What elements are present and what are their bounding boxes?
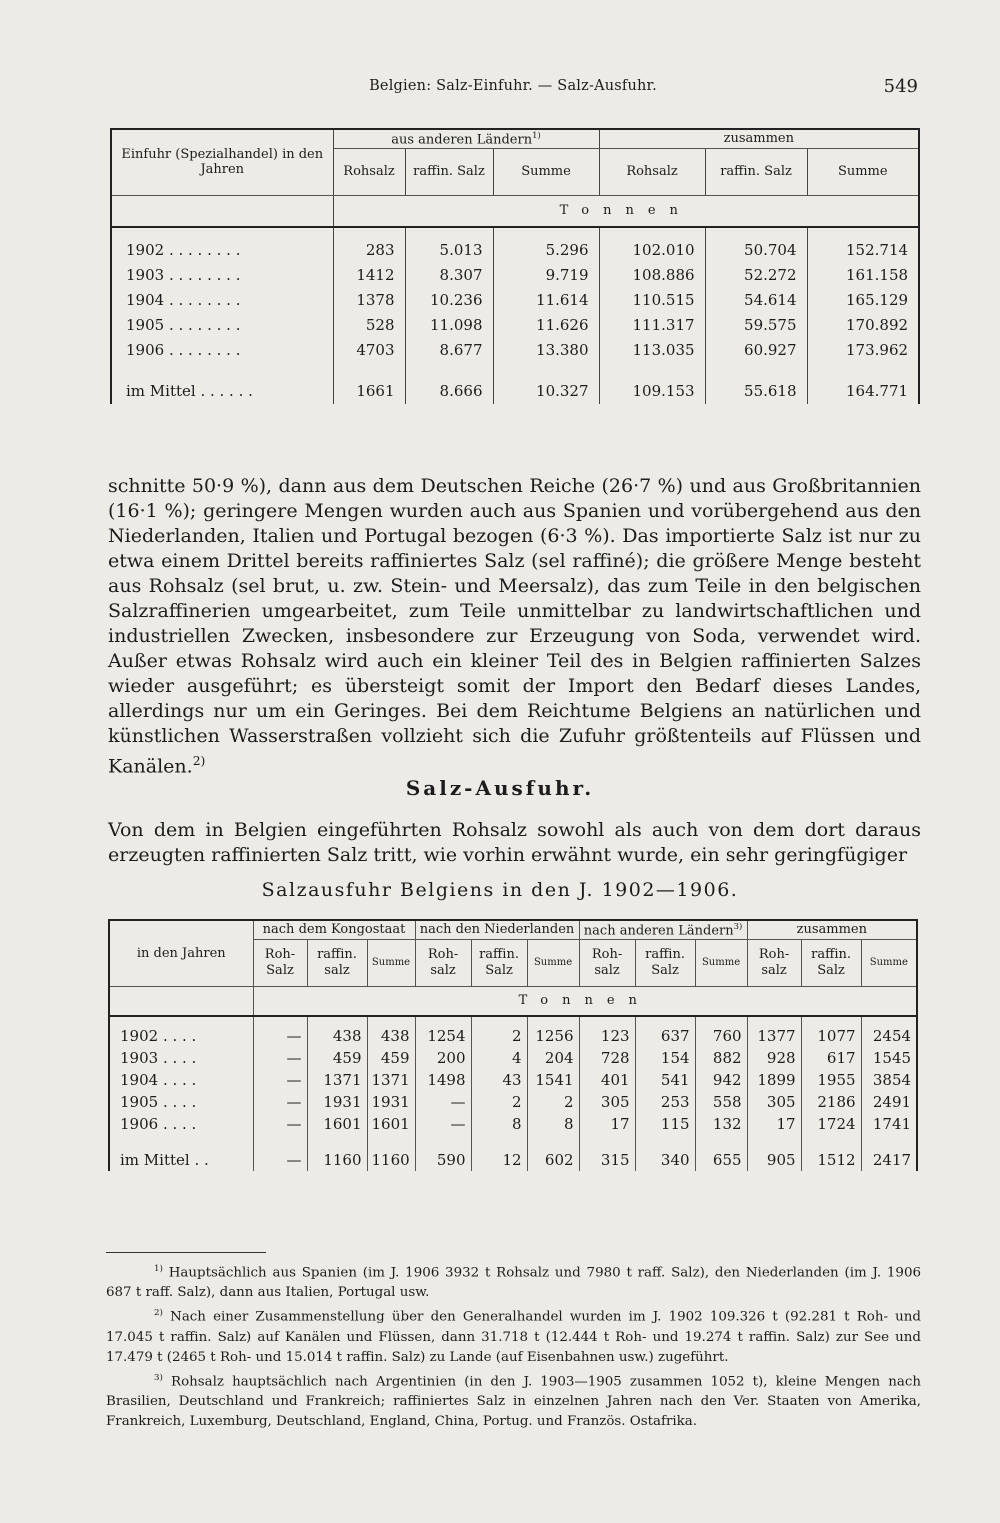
running-header [108,78,918,102]
export-value-cell: 1724 [801,1113,861,1135]
import-value-cell: 109.153 [599,379,705,404]
export-table-row [109,1149,917,1171]
import-value-cell: 11.626 [493,313,599,338]
import-value-cell: 60.927 [705,338,807,363]
import-value-cell: 1378 [333,288,405,313]
import-col-header: raffin. Salz [705,148,807,195]
footnote [106,1368,921,1432]
export-year-cell: im Mittel . . [109,1149,253,1171]
export-value-cell: 1371 [307,1069,367,1091]
import-value-cell: 11.614 [493,288,599,313]
import-value-cell: 164.771 [846,382,909,401]
import-paragraph: schnitte 50·9 %), dann aus dem Deutschen Reiche (26·7 %) und aus Großbritannien (16·1 %); geringere Mengen wurden auch aus Spanien und vorübergehend aus den Niederlanden, Italien und Portugal bezogen (6·3 %). Das importierte Salz ist nur zu etwa einem Drittel bereits raffiniertes Salz (sel raffiné); die größere Menge besteht aus Rohsalz (sel brut, u. zw. Stein- und Meersalz), das zum Teile in den belgischen Salzraffinerien umgearbeitet, zum Teile unmittelbar zu landwirtschaftlichen und industriellen Zwecken, insbesondere zur Erzeugung von Soda, verwendet wird. Außer etwas Rohsalz wird auch ein kleiner Teil des in Belgien raffinierten Salzes wieder ausgeführt; es übersteigt somit der Import den Bedarf dieses Landes, allerdings nur um ein Geringes. Bei dem Reichtume Belgiens an natürlichen und künstlichen Wasserstraßen vollzieht sich die Zufuhr größtenteils auf Flüssen und Kanälen.$^{2)}$ [108,475,921,778]
export-col-header: Summe [367,939,415,986]
import-col-header: raffin. Salz [405,148,493,195]
export-value-cell: 2454 [872,1026,912,1045]
export-value-cell: 459 [307,1047,367,1069]
export-col-header: raffin. Salz [471,939,527,986]
export-value-cell: 1899 [747,1069,801,1091]
import-year-cell: 1905 . . . . . . . . [111,313,333,338]
footnote-ref-1: 1) [532,130,541,140]
import-value-cell: 152.714 [846,241,909,260]
export-year-col-header: in den Jahren [109,920,253,986]
import-value-cell: 1661 [333,379,405,404]
import-table-row [111,379,919,404]
export-value-cell: 617 [801,1047,861,1069]
page-number: 549 [883,76,918,97]
export-value-cell: 760 [695,1016,747,1047]
import-value-cell: 165.129 [846,291,909,310]
import-col-header: Rohsalz [333,148,405,195]
footnote-text: Hauptsächlich aus Spanien (im J. 1906 3932 t Rohsalz und 7980 t raff. Salz), den Niederlanden (im J. 1906 687 t raff. Salz), dann aus Italien, Portugal usw. [106,1265,921,1301]
export-value-cell: 8 [471,1113,527,1135]
import-table-row [111,338,919,363]
export-value-cell: — [253,1149,307,1171]
export-value-cell: 2491 [872,1092,912,1111]
section-heading: Salz-Ausfuhr. [405,776,595,800]
export-value-cell: 942 [695,1069,747,1091]
export-value-cell: 558 [695,1091,747,1113]
export-value-cell: 17 [747,1113,801,1135]
export-value-cell: 1741 [872,1114,912,1133]
export-value-cell: 1541 [527,1069,579,1091]
export-value-cell: 305 [747,1091,801,1113]
export-value-cell: 1601 [367,1113,415,1135]
import-year-cell: 1903 . . . . . . . . [111,263,333,288]
import-value-cell: 102.010 [599,227,705,263]
import-value-cell: 8.307 [405,263,493,288]
import-value-cell: 173.962 [846,341,909,360]
export-value-cell: 1256 [527,1016,579,1047]
export-value-cell: 2417 [872,1150,912,1169]
export-col-header: Summe [527,939,579,986]
export-col-header: Roh- Salz [253,939,307,986]
import-value-cell: 170.892 [846,316,909,335]
export-value-cell: — [253,1113,307,1135]
import-value-cell: 9.719 [493,263,599,288]
export-group-header: nach dem Kongostaat [253,920,415,939]
export-value-cell: 12 [471,1149,527,1171]
export-col-header: raffin. Salz [635,939,695,986]
import-col-header: Summe [807,148,919,195]
import-value-cell: 59.575 [705,313,807,338]
export-value-cell: 637 [635,1016,695,1047]
import-units-label: Tonnen [333,195,919,227]
import-value-cell: 4703 [333,338,405,363]
export-value-cell: 132 [695,1113,747,1135]
export-value-cell: — [253,1091,307,1113]
import-value-cell: 8.677 [405,338,493,363]
import-year-cell: 1902 . . . . . . . . [111,227,333,263]
import-value-cell: 108.886 [599,263,705,288]
export-value-cell: 115 [635,1113,695,1135]
footnote-ref-2: 2) [192,754,206,768]
export-col-header: raffin. salz [307,939,367,986]
import-value-cell: 10.236 [405,288,493,313]
import-value-cell: 283 [333,227,405,263]
export-value-cell: 459 [367,1047,415,1069]
export-value-cell: 401 [579,1069,635,1091]
export-value-cell: 1371 [367,1069,415,1091]
export-value-cell: 541 [635,1069,695,1091]
export-value-cell: 2186 [801,1091,861,1113]
footnote-ref-3: 3) [733,921,743,931]
footnote-mark: 3) [154,1372,163,1383]
import-year-cell: im Mittel . . . . . . [111,379,333,404]
export-value-cell: 928 [747,1047,801,1069]
export-year-cell: 1902 . . . . [109,1016,253,1047]
export-value-cell: 728 [579,1047,635,1069]
import-value-cell: 5.296 [493,227,599,263]
export-value-cell: — [253,1016,307,1047]
import-table [110,128,920,404]
import-value-cell: 5.013 [405,227,493,263]
import-value-cell: 111.317 [599,313,705,338]
import-value-cell: 54.614 [705,288,807,313]
export-value-cell: 905 [747,1149,801,1171]
import-value-cell: 52.272 [705,263,807,288]
export-value-cell: 2 [471,1091,527,1113]
export-value-cell: 2 [471,1016,527,1047]
export-value-cell: 340 [635,1149,695,1171]
export-value-cell: 1077 [801,1016,861,1047]
import-table-row [111,313,919,338]
export-value-cell: 438 [367,1016,415,1047]
export-value-cell: 1254 [415,1016,471,1047]
import-table-row [111,288,919,313]
import-value-cell: 161.158 [846,266,909,285]
export-value-cell: 1498 [415,1069,471,1091]
export-value-cell: 1512 [801,1149,861,1171]
export-col-header: raffin. Salz [801,939,861,986]
import-value-cell: 113.035 [599,338,705,363]
export-year-cell: 1904 . . . . [109,1069,253,1091]
export-value-cell: 1545 [872,1048,912,1067]
import-col-header: Summe [493,148,599,195]
export-intro-paragraph: Von dem in Belgien eingeführten Rohsalz sowohl als auch von dem dort daraus erzeugten raffinierten Salz tritt, wie vorhin erwähnt wurde, ein sehr geringfügiger [108,819,921,866]
import-value-cell: 11.098 [405,313,493,338]
import-year-col-header: Einfuhr (Spezialhandel) in den Jahren [111,129,333,195]
import-year-cell: 1904 . . . . . . . . [111,288,333,313]
export-table-caption: Salzausfuhr Belgiens in den J. 1902—1906. [261,879,739,901]
import-year-cell: 1906 . . . . . . . . [111,338,333,363]
export-year-cell: 1903 . . . . [109,1047,253,1069]
export-value-cell: 602 [527,1149,579,1171]
export-value-cell: 590 [415,1149,471,1171]
export-value-cell: 17 [579,1113,635,1135]
export-year-cell: 1905 . . . . [109,1091,253,1113]
import-value-cell: 8.666 [405,379,493,404]
export-table-row [109,1069,917,1091]
export-table-row [109,1113,917,1135]
export-value-cell: 1955 [801,1069,861,1091]
export-value-cell: 882 [695,1047,747,1069]
export-value-cell: 438 [307,1016,367,1047]
export-value-cell: 1160 [307,1149,367,1171]
footnote-text: Rohsalz hauptsächlich nach Argentinien (in den J. 1903—1905 zusammen 1052 t), kleine Mengen nach Brasilien, Deutschland und Frankreich; raffiniertes Salz in einzelnen Jahren nach den Ver. Staaten von Amerika, Frankreich, Luxemburg, Deutschland, England, China, Portug. und Französ. Ostafrika. [106,1374,921,1430]
export-value-cell: — [253,1047,307,1069]
export-value-cell: 1377 [747,1016,801,1047]
footnotes [106,1252,921,1432]
export-value-cell: 2 [527,1091,579,1113]
export-value-cell: 154 [635,1047,695,1069]
footnote-rule [106,1252,266,1253]
export-table-row [109,1091,917,1113]
import-value-cell: 10.327 [493,379,599,404]
import-group-header-other-countries: aus anderen Ländern$^{1)}$ [333,129,599,148]
export-col-header: Roh- salz [415,939,471,986]
export-value-cell: — [253,1069,307,1091]
export-value-cell: 4 [471,1047,527,1069]
export-value-cell: 204 [527,1047,579,1069]
import-value-cell: 50.704 [705,227,807,263]
export-value-cell: — [415,1113,471,1135]
export-units-label: Tonnen [253,986,917,1016]
footnote-text: Nach einer Zusammenstellung über den Generalhandel wurden im J. 1902 109.326 t (92.281 t Roh- und 17.045 t raffin. Salz) auf Kanälen und Flüssen, dann 31.718 t (12.444 t Roh- und 19.274 t raffin. Salz) zur See und 17.479 t (2465 t Roh- und 15.014 t raffin. Salz) zu Lande (auf Eisenbahnen usw.) zugeführt. [106,1309,921,1365]
import-value-cell: 528 [333,313,405,338]
import-value-cell: 55.618 [705,379,807,404]
import-value-cell: 1412 [333,263,405,288]
import-col-header: Rohsalz [599,148,705,195]
import-value-cell: 110.515 [599,288,705,313]
export-value-cell: 43 [471,1069,527,1091]
export-value-cell: 8 [527,1113,579,1135]
export-col-header: Roh- salz [747,939,801,986]
export-value-cell: 1931 [307,1091,367,1113]
export-col-header: Roh- salz [579,939,635,986]
export-value-cell: 1931 [367,1091,415,1113]
footnote [106,1303,921,1367]
import-table-row [111,263,919,288]
import-table-row [111,227,919,263]
export-value-cell: 123 [579,1016,635,1047]
export-value-cell: 3854 [872,1070,912,1089]
export-value-cell: — [415,1091,471,1113]
export-value-cell: 1601 [307,1113,367,1135]
export-value-cell: 253 [635,1091,695,1113]
import-group-header-total: zusammen [599,129,919,148]
export-col-header: Summe [861,939,917,986]
footnote-mark: 1) [154,1264,163,1274]
export-year-cell: 1906 . . . . [109,1113,253,1135]
running-title: Belgien: Salz-Einfuhr. — Salz-Ausfuhr. [369,78,657,94]
export-table-row [109,1016,917,1047]
export-value-cell: 655 [695,1149,747,1171]
export-value-cell: 1160 [367,1149,415,1171]
import-value-cell: 13.380 [493,338,599,363]
footnote [106,1259,921,1303]
export-table-row [109,1047,917,1069]
export-value-cell: 305 [579,1091,635,1113]
export-table [108,919,918,1171]
export-value-cell: 315 [579,1149,635,1171]
export-col-header: Summe [695,939,747,986]
export-group-header: nach anderen Ländern$^{3)}$ [579,920,747,939]
export-value-cell: 200 [415,1047,471,1069]
export-group-header: zusammen [747,920,917,939]
footnote-mark: 2) [154,1308,163,1319]
export-group-header: nach den Niederlanden [415,920,579,939]
